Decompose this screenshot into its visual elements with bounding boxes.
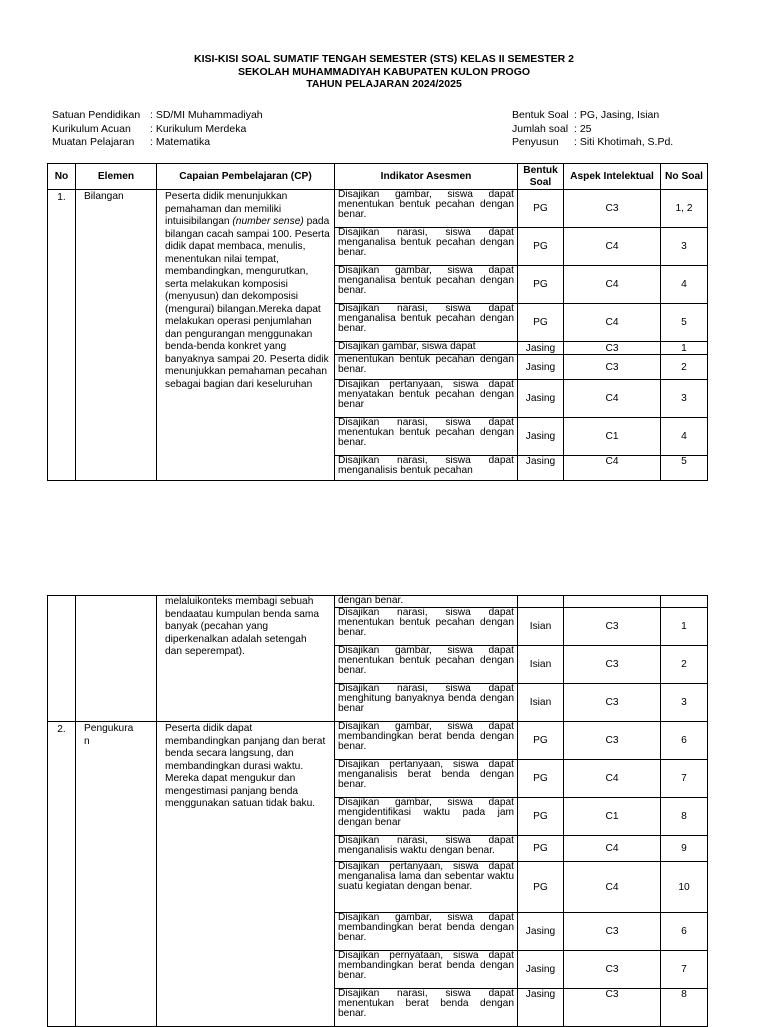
aspek-cell: C4 <box>564 456 661 481</box>
aspek-cell: C4 <box>564 862 661 913</box>
nosoal-cell: 5 <box>661 304 708 342</box>
bentuk-cell: PG <box>518 304 564 342</box>
nosoal-cell: 3 <box>661 684 708 722</box>
indikator-cell: Disajikan gambar, siswa dapat menentukan bentuk pecahan dengan benar. <box>335 646 518 684</box>
bentuk-cell: Jasing <box>518 989 564 1027</box>
title-line-2: SEKOLAH MUHAMMADIYAH KABUPATEN KULON PROGO <box>237 65 531 78</box>
meta-value: : Kurikulum Merdeka <box>150 122 247 135</box>
aspek-cell: C4 <box>564 304 661 342</box>
title-line-1: KISI-KISI SOAL SUMATIF TENGAH SEMESTER (STS) KELAS II SEMESTER 2 <box>194 53 574 65</box>
aspek-cell: C1 <box>564 798 661 836</box>
row-number-continued <box>48 596 76 722</box>
indikator-cell: Disajikan gambar, siswa dapat menentukan bentuk pecahan dengan benar. <box>335 190 518 228</box>
cp-italic-text: (number sense) <box>232 216 304 227</box>
aspek-cell: C3 <box>564 646 661 684</box>
table-row <box>48 190 708 228</box>
bentuk-cell: Jasing <box>518 456 564 481</box>
nosoal-cell: 1, 2 <box>661 190 708 228</box>
bentuk-cell: PG <box>518 722 564 760</box>
col-no: No <box>48 164 76 190</box>
indikator-cell: Disajikan pertanyaan, siswa dapat menganalisis berat benda dengan benar. <box>335 760 518 798</box>
nosoal-cell: 2 <box>661 355 708 380</box>
bentuk-cell: Isian <box>518 608 564 646</box>
meta-value: : SD/MI Muhammadiyah <box>150 109 263 121</box>
bentuk-cell <box>518 596 564 608</box>
nosoal-cell: 7 <box>661 760 708 798</box>
meta-right <box>512 109 673 150</box>
table-row <box>48 722 708 760</box>
indikator-cell: Disajikan gambar, siswa dapat mengidentifikasi waktu pada jam dengan benar <box>335 798 518 836</box>
meta-label: Jumlah soal <box>512 122 569 135</box>
col-elemen: Elemen <box>76 164 157 190</box>
row-number: 1. <box>48 190 76 481</box>
indikator-cell: dengan benar. <box>335 596 518 608</box>
indikator-cell: Disajikan narasi, siswa dapat menentukan bentuk pecahan dengan benar. <box>335 418 518 456</box>
aspek-cell: C3 <box>564 190 661 228</box>
meta-label: Satuan Pendidikan <box>52 109 141 121</box>
kisi-kisi-table-page2 <box>47 595 708 1027</box>
indikator-cell: Disajikan gambar, siswa dapat membandingkan berat benda dengan benar. <box>335 913 518 951</box>
title-line-3: TAHUN PELAJARAN 2024/2025 <box>306 78 462 90</box>
indikator-cell: Disajikan pertanyaan, siswa dapat menganalisa lama dan sebentar waktu suatu kegiatan dengan benar. <box>335 862 518 913</box>
indikator-cell: Disajikan gambar, siswa dapat <box>335 342 518 355</box>
document-title <box>0 53 768 91</box>
bentuk-cell: PG <box>518 190 564 228</box>
indikator-cell: menentukan bentuk pecahan dengan benar. <box>335 355 518 380</box>
bentuk-cell: Jasing <box>518 418 564 456</box>
aspek-cell: C4 <box>564 266 661 304</box>
nosoal-cell: 1 <box>661 342 708 355</box>
meta-value: : Siti Khotimah, S.Pd. <box>574 136 674 148</box>
cp-cell: melaluikonteks membagi sebuah bendaatau kumpulan benda sama banyak (pecahan yang diperkenalkan adalah setengah dan seperempat). <box>157 596 335 722</box>
bentuk-cell: PG <box>518 862 564 913</box>
col-cp: Capaian Pembelajaran (CP) <box>157 164 335 190</box>
col-nosoal: No Soal <box>661 164 708 190</box>
nosoal-cell: 5 <box>661 456 708 481</box>
meta-label: Kurikulum Acuan <box>52 122 131 135</box>
aspek-cell: C3 <box>564 355 661 380</box>
aspek-cell <box>564 596 661 608</box>
col-indikator: Indikator Asesmen <box>335 164 518 190</box>
table-header-row <box>48 164 708 190</box>
indikator-cell: Disajikan narasi, siswa dapat menganalisis bentuk pecahan <box>335 456 518 481</box>
elemen-cell: Bilangan <box>76 190 157 481</box>
bentuk-cell: PG <box>518 266 564 304</box>
nosoal-cell: 8 <box>661 798 708 836</box>
bentuk-cell: Isian <box>518 646 564 684</box>
meta-value: : Matematika <box>150 136 211 148</box>
aspek-cell: C3 <box>564 684 661 722</box>
nosoal-cell: 1 <box>661 608 708 646</box>
meta-value: : 25 <box>574 122 592 135</box>
aspek-cell: C4 <box>564 836 661 862</box>
indikator-cell: Disajikan gambar, siswa dapat membandingkan berat benda dengan benar. <box>335 722 518 760</box>
aspek-cell: C4 <box>564 228 661 266</box>
indikator-cell: Disajikan gambar, siswa dapat menganalisa bentuk pecahan dengan benar. <box>335 266 518 304</box>
meta-label: Muatan Pelajaran <box>52 136 135 148</box>
cp-cell: Peserta didik dapat membandingkan panjang dan berat benda secara langsung, dan membandingkan durasi waktu. Mereka dapat mengukur dan mengestimasi panjang benda menggunakan satuan tidak baku. <box>157 722 335 1027</box>
aspek-cell: C3 <box>564 951 661 989</box>
nosoal-cell: 10 <box>661 862 708 913</box>
row-number: 2. <box>48 722 76 1027</box>
elemen-cell: Pengukura n <box>76 722 157 1027</box>
kisi-kisi-table-page1 <box>47 163 708 481</box>
nosoal-cell: 2 <box>661 646 708 684</box>
indikator-cell: Disajikan narasi, siswa dapat menganalisa bentuk pecahan dengan benar. <box>335 228 518 266</box>
col-bentuk: Bentuk Soal <box>518 164 564 190</box>
cp-text: Peserta didik menunjukkan pemahaman dan memiliki intuisibilangan <box>165 191 288 227</box>
col-aspek: Aspek Intelektual <box>564 164 661 190</box>
indikator-cell: Disajikan narasi, siswa dapat menganalisis waktu dengan benar. <box>335 836 518 862</box>
meta-label: Bentuk Soal <box>512 109 569 121</box>
bentuk-cell: Isian <box>518 684 564 722</box>
indikator-cell: Disajikan narasi, siswa dapat menghitung banyaknya benda dengan benar <box>335 684 518 722</box>
bentuk-cell: PG <box>518 798 564 836</box>
aspek-cell: C1 <box>564 418 661 456</box>
meta-value: : PG, Jasing, Isian <box>574 109 660 121</box>
aspek-cell: C4 <box>564 380 661 418</box>
indikator-cell: Disajikan pertanyaan, siswa dapat menyatakan bentuk pecahan dengan benar <box>335 380 518 418</box>
aspek-cell: C3 <box>564 989 661 1027</box>
nosoal-cell <box>661 596 708 608</box>
bentuk-cell: PG <box>518 836 564 862</box>
meta-label: Penyusun <box>512 136 559 148</box>
aspek-cell: C3 <box>564 608 661 646</box>
nosoal-cell: 3 <box>661 228 708 266</box>
indikator-cell: Disajikan narasi, siswa dapat menentukan bentuk pecahan dengan benar. <box>335 608 518 646</box>
nosoal-cell: 4 <box>661 266 708 304</box>
indikator-cell: Disajikan narasi, siswa dapat menganalisa bentuk pecahan dengan benar. <box>335 304 518 342</box>
aspek-cell: C4 <box>564 760 661 798</box>
nosoal-cell: 6 <box>661 913 708 951</box>
bentuk-cell: Jasing <box>518 951 564 989</box>
bentuk-cell: Jasing <box>518 380 564 418</box>
nosoal-cell: 3 <box>661 380 708 418</box>
meta-left <box>52 109 263 150</box>
bentuk-cell: PG <box>518 228 564 266</box>
nosoal-cell: 8 <box>661 989 708 1027</box>
indikator-cell: Disajikan pernyataan, siswa dapat membandingkan berat benda dengan benar. <box>335 951 518 989</box>
nosoal-cell: 7 <box>661 951 708 989</box>
aspek-cell: C3 <box>564 913 661 951</box>
elemen-cell-continued <box>76 596 157 722</box>
cp-text: pada bilangan cacah sampai 100. Peserta didik dapat membaca, menulis, menentukan nilai tempat, membandingkan, mengurutkan, serta melakukan komposisi (menyusun) dan dekomposisi (mengurai) bilangan.Mereka dapat melakukan operasi penjumlahan dan pengurangan menggunakan benda-benda konkret yang banyaknya sampai 20. Peserta didik menunjukkan pemahaman pecahan sebagai bagian dari keseluruhan <box>165 216 330 390</box>
aspek-cell: C3 <box>564 342 661 355</box>
bentuk-cell: Jasing <box>518 355 564 380</box>
bentuk-cell: PG <box>518 760 564 798</box>
table-row <box>48 596 708 608</box>
nosoal-cell: 9 <box>661 836 708 862</box>
cp-cell <box>157 190 335 481</box>
nosoal-cell: 4 <box>661 418 708 456</box>
nosoal-cell: 6 <box>661 722 708 760</box>
aspek-cell: C3 <box>564 722 661 760</box>
bentuk-cell: Jasing <box>518 913 564 951</box>
bentuk-cell: Jasing <box>518 342 564 355</box>
indikator-cell: Disajikan narasi, siswa dapat menentukan berat benda dengan benar. <box>335 989 518 1027</box>
